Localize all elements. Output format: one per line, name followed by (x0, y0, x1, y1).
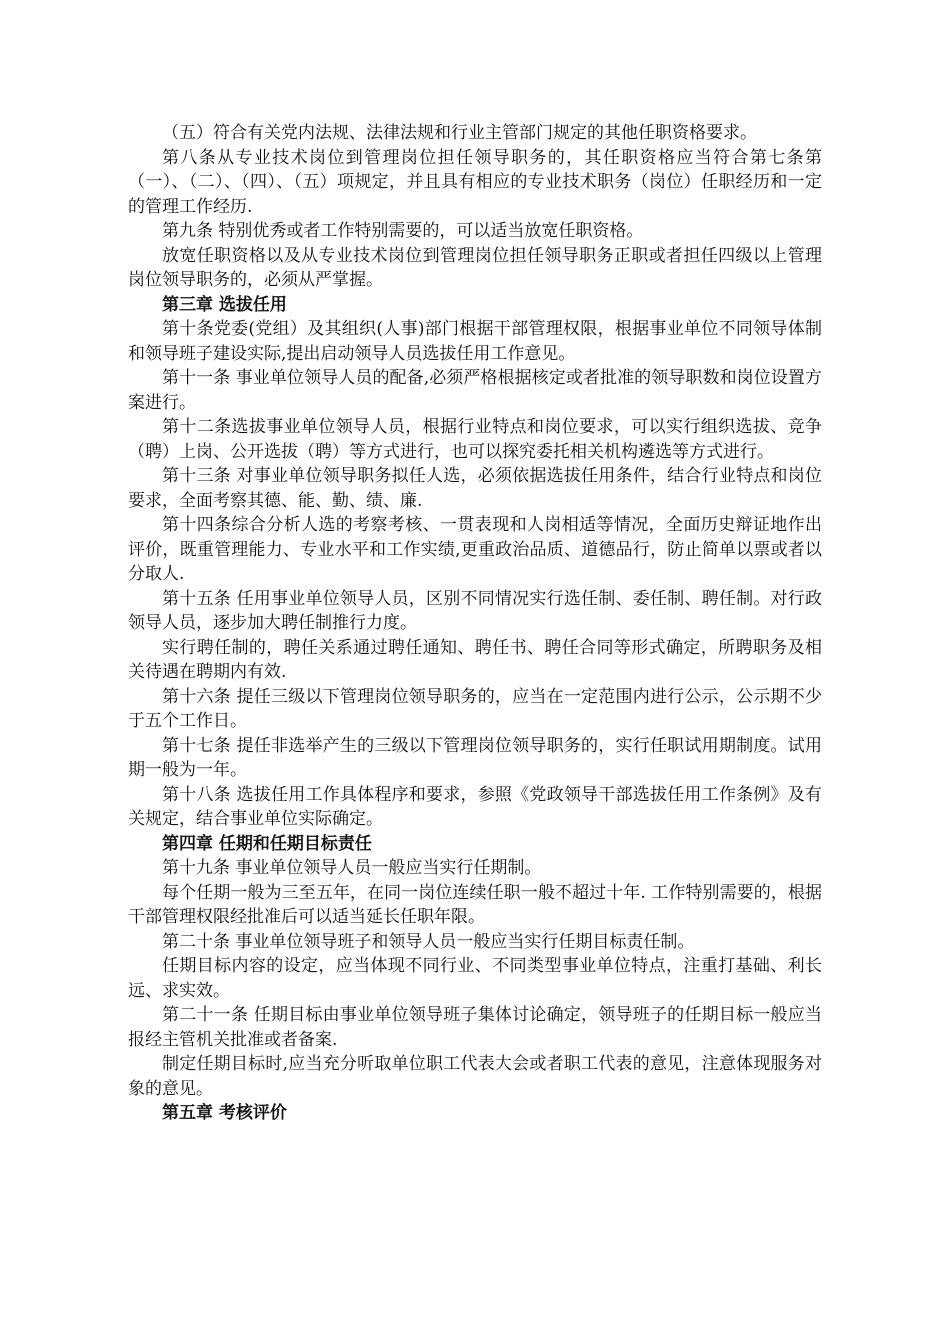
paragraph: 第十一条 事业单位领导人员的配备,必须严格根据核定或者批准的领导职数和岗位设置方案进行。 (128, 368, 822, 413)
chapter-heading: 第五章 考核评价 (162, 1103, 287, 1123)
paragraph: 放宽任职资格以及从专业技术岗位到管理岗位担任领导职务正职或者担任四级以上管理岗位领导职务的，必须从严掌握。 (128, 245, 822, 290)
paragraph: 第十七条 提任非选举产生的三级以下管理岗位领导职务的，实行任职试用期制度。试用期一般为一年。 (128, 735, 822, 780)
paragraph: 第十二条选拔事业单位领导人员，根据行业特点和岗位要求，可以实行组织选拔、竞争（聘）上岗、公开选拔（聘）等方式进行，也可以探究委托相关机构遴选等方式进行。 (128, 417, 822, 462)
paragraph: 第十五条 任用事业单位领导人员，区别不同情况实行选任制、委任制、聘任制。对行政领导人员，逐步加大聘任制推行力度。 (128, 588, 822, 633)
paragraph: 第十三条 对事业单位领导职务拟任人选，必须依据选拔任用条件，结合行业特点和岗位要求，全面考察其德、能、勤、绩、廉. (128, 466, 822, 511)
paragraph: 第十六条 提任三级以下管理岗位领导职务的，应当在一定范围内进行公示，公示期不少于五个工作日。 (128, 686, 822, 731)
paragraph: 制定任期目标时,应当充分听取单位职工代表大会或者职工代表的意见，注意体现服务对象的意见。 (128, 1054, 822, 1099)
paragraph: 第二十一条 任期目标由事业单位领导班子集体讨论确定，领导班子的任期目标一般应当报经主管机关批准或者备案. (128, 1005, 822, 1050)
paragraph: 第十四条综合分析人选的考察考核、一贯表现和人岗相适等情况，全面历史辩证地作出评价，既重管理能力、专业水平和工作实绩,更重政治品质、道德品行，防止简单以票或者以分取人. (128, 515, 822, 584)
paragraph: 第二十条 事业单位领导班子和领导人员一般应当实行任期目标责任制。 (162, 931, 695, 952)
paragraph: 第十条党委(党组）及其组织(人事)部门根据干部管理权限，根据事业单位不同领导体制和领导班子建设实际,提出启动领导人员选拔任用工作意见。 (128, 319, 822, 364)
paragraph: 每个任期一般为三至五年，在同一岗位连续任职一般不超过十年. 工作特别需要的，根据干部管理权限经批准后可以适当延长任职年限。 (128, 882, 822, 927)
paragraph: 第十八条 选拔任用工作具体程序和要求，参照《党政领导干部选拔任用工作条例》及有关规定，结合事业单位实际确定。 (128, 784, 822, 829)
paragraph: 第八条从专业技术岗位到管理岗位担任领导职务的，其任职资格应当符合第七条第（一）、（二）、（四）、（五）项规定，并且具有相应的专业技术职务（岗位）任职经历和一定的管理工作经历. (128, 147, 822, 217)
paragraph: 第九条 特别优秀或者工作特别需要的，可以适当放宽任职资格。 (162, 221, 644, 241)
document-body (128, 121, 822, 1126)
paragraph: （五）符合有关党内法规、法律法规和行业主管部门规定的其他任职资格要求。 (162, 123, 757, 143)
paragraph: 第十九条 事业单位领导人员一般应当实行任期制。 (162, 858, 542, 878)
chapter-heading: 第四章 任期和任期目标责任 (162, 833, 372, 854)
chapter-heading: 第三章 选拔任用 (162, 294, 287, 315)
paragraph: 实行聘任制的，聘任关系通过聘任通知、聘任书、聘任合同等形式确定，所聘职务及相关待遇在聘期内有效. (128, 637, 822, 682)
paragraph: 任期目标内容的设定，应当体现不同行业、不同类型事业单位特点，注重打基础、利长远、求实效。 (128, 956, 822, 1001)
